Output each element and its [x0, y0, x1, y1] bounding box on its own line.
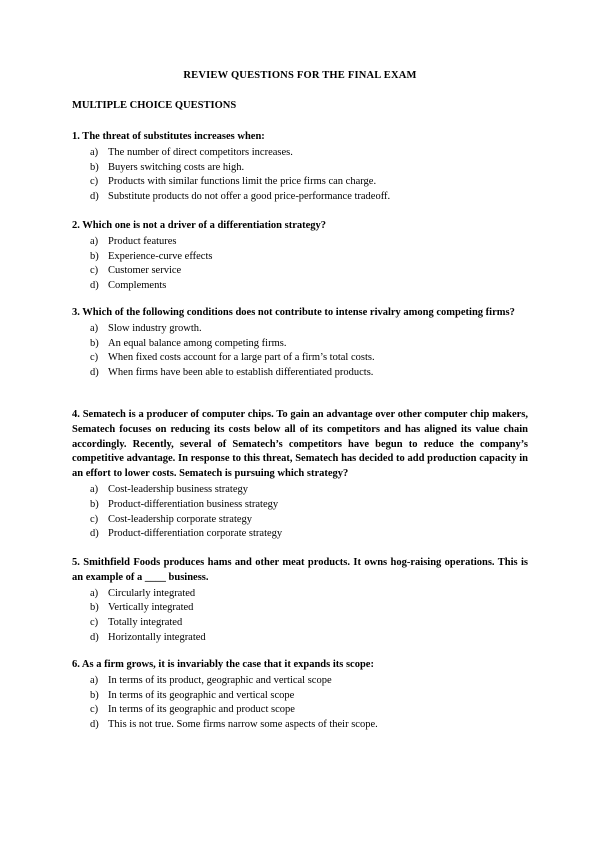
option-text: Product-differentiation business strategy	[108, 498, 279, 510]
option-text: When fixed costs account for a large part of a firm’s total costs.	[108, 352, 375, 364]
option-letter: b)	[90, 337, 99, 349]
option-letter: a)	[90, 674, 99, 686]
option-text: Product-differentiation corporate strategy	[108, 528, 283, 540]
option-a	[72, 322, 528, 337]
option-d	[72, 718, 528, 733]
question-text: 2. Which one is not a driver of a differentiation strategy?	[72, 220, 327, 231]
option-text: Substitute products do not offer a good price-performance tradeoff.	[108, 191, 391, 203]
question-5	[72, 556, 528, 646]
question-4	[72, 408, 528, 542]
option-b	[72, 161, 528, 176]
option-b	[72, 689, 528, 704]
option-c	[72, 616, 528, 631]
option-text: Cost-leadership business strategy	[108, 483, 248, 495]
option-list	[72, 235, 528, 294]
option-letter: a)	[90, 483, 99, 495]
option-c	[72, 513, 528, 528]
option-letter: b)	[90, 250, 99, 262]
option-letter: c)	[90, 513, 99, 525]
option-list	[72, 674, 528, 733]
question-6	[72, 658, 528, 733]
option-text: Complements	[108, 280, 167, 292]
option-list	[72, 587, 528, 646]
option-b	[72, 337, 528, 352]
option-letter: d)	[90, 280, 99, 292]
option-text: When firms have been able to establish differentiated products.	[108, 367, 374, 379]
option-b	[72, 601, 528, 616]
option-b	[72, 250, 528, 265]
question-text: 5. Smithfield Foods produces hams and other meat products. It owns hog-raising operations. This is an example of a ____ business.	[72, 557, 528, 583]
option-text: Slow industry growth.	[108, 322, 202, 334]
question-text: 1. The threat of substitutes increases when:	[72, 131, 265, 142]
option-a	[72, 674, 528, 689]
option-a	[72, 483, 528, 498]
option-c	[72, 703, 528, 718]
option-a	[72, 587, 528, 602]
option-letter: a)	[90, 322, 99, 334]
option-letter: a)	[90, 587, 99, 599]
option-d	[72, 279, 528, 294]
option-letter: d)	[90, 719, 99, 731]
option-b	[72, 498, 528, 513]
option-text: Totally integrated	[108, 617, 183, 629]
option-d	[72, 631, 528, 646]
option-letter: d)	[90, 367, 99, 379]
option-letter: c)	[90, 265, 99, 277]
option-text: Products with similar functions limit the price firms can charge.	[108, 176, 377, 188]
option-letter: a)	[90, 146, 99, 158]
option-letter: b)	[90, 689, 99, 701]
option-letter: c)	[90, 704, 99, 716]
option-text: The number of direct competitors increases.	[108, 146, 293, 158]
option-c	[72, 175, 528, 190]
question-text: 6. As a firm grows, it is invariably the case that it expands its scope:	[72, 659, 374, 670]
option-letter: b)	[90, 498, 99, 510]
option-letter: d)	[90, 631, 99, 643]
question-3	[72, 306, 528, 381]
option-text: Product features	[108, 235, 177, 247]
option-text: In terms of its geographic and product scope	[108, 704, 295, 716]
option-letter: c)	[90, 352, 99, 364]
question-1	[72, 130, 528, 205]
option-a	[72, 146, 528, 161]
option-d	[72, 366, 528, 381]
option-text: Horizontally integrated	[108, 631, 206, 643]
option-text: Customer service	[108, 265, 182, 277]
option-text: Vertically integrated	[108, 602, 194, 614]
option-letter: b)	[90, 602, 99, 614]
option-text: Buyers switching costs are high.	[108, 161, 245, 173]
option-text: Cost-leadership corporate strategy	[108, 513, 253, 525]
question-text: 3. Which of the following conditions does not contribute to intense rivalry among competing firms?	[72, 307, 515, 318]
option-d	[72, 527, 528, 542]
option-letter: d)	[90, 528, 99, 540]
option-text: In terms of its product, geographic and vertical scope	[108, 674, 332, 686]
option-text: In terms of its geographic and vertical scope	[108, 689, 295, 701]
question-2	[72, 219, 528, 294]
page-title: REVIEW QUESTIONS FOR THE FINAL EXAM	[183, 70, 417, 81]
option-c	[72, 351, 528, 366]
option-d	[72, 190, 528, 205]
option-letter: c)	[90, 176, 99, 188]
option-text: An equal balance among competing firms.	[108, 337, 287, 349]
option-list	[72, 146, 528, 205]
option-letter: a)	[90, 235, 99, 247]
option-text: This is not true. Some firms narrow some aspects of their scope.	[108, 719, 378, 731]
question-text: 4. Sematech is a producer of computer chips. To gain an advantage over other computer chip makers, Sematech focuses on reducing its costs below all of its competitors and has aligned its value chain accordingly. Recently, several of Sematech’s competitors have begun to reduce the company’s competitive advantage. In response to this threat, Sematech has decided to add production capacity in an effort to lower costs. Sematech is pursuing which strategy?	[72, 409, 528, 480]
option-text: Circularly integrated	[108, 587, 196, 599]
option-letter: d)	[90, 191, 99, 203]
option-list	[72, 483, 528, 542]
option-letter: c)	[90, 617, 99, 629]
option-list	[72, 322, 528, 381]
option-c	[72, 264, 528, 279]
section-heading: MULTIPLE CHOICE QUESTIONS	[72, 100, 237, 111]
option-letter: b)	[90, 161, 99, 173]
option-text: Experience-curve effects	[108, 250, 213, 262]
option-a	[72, 235, 528, 250]
